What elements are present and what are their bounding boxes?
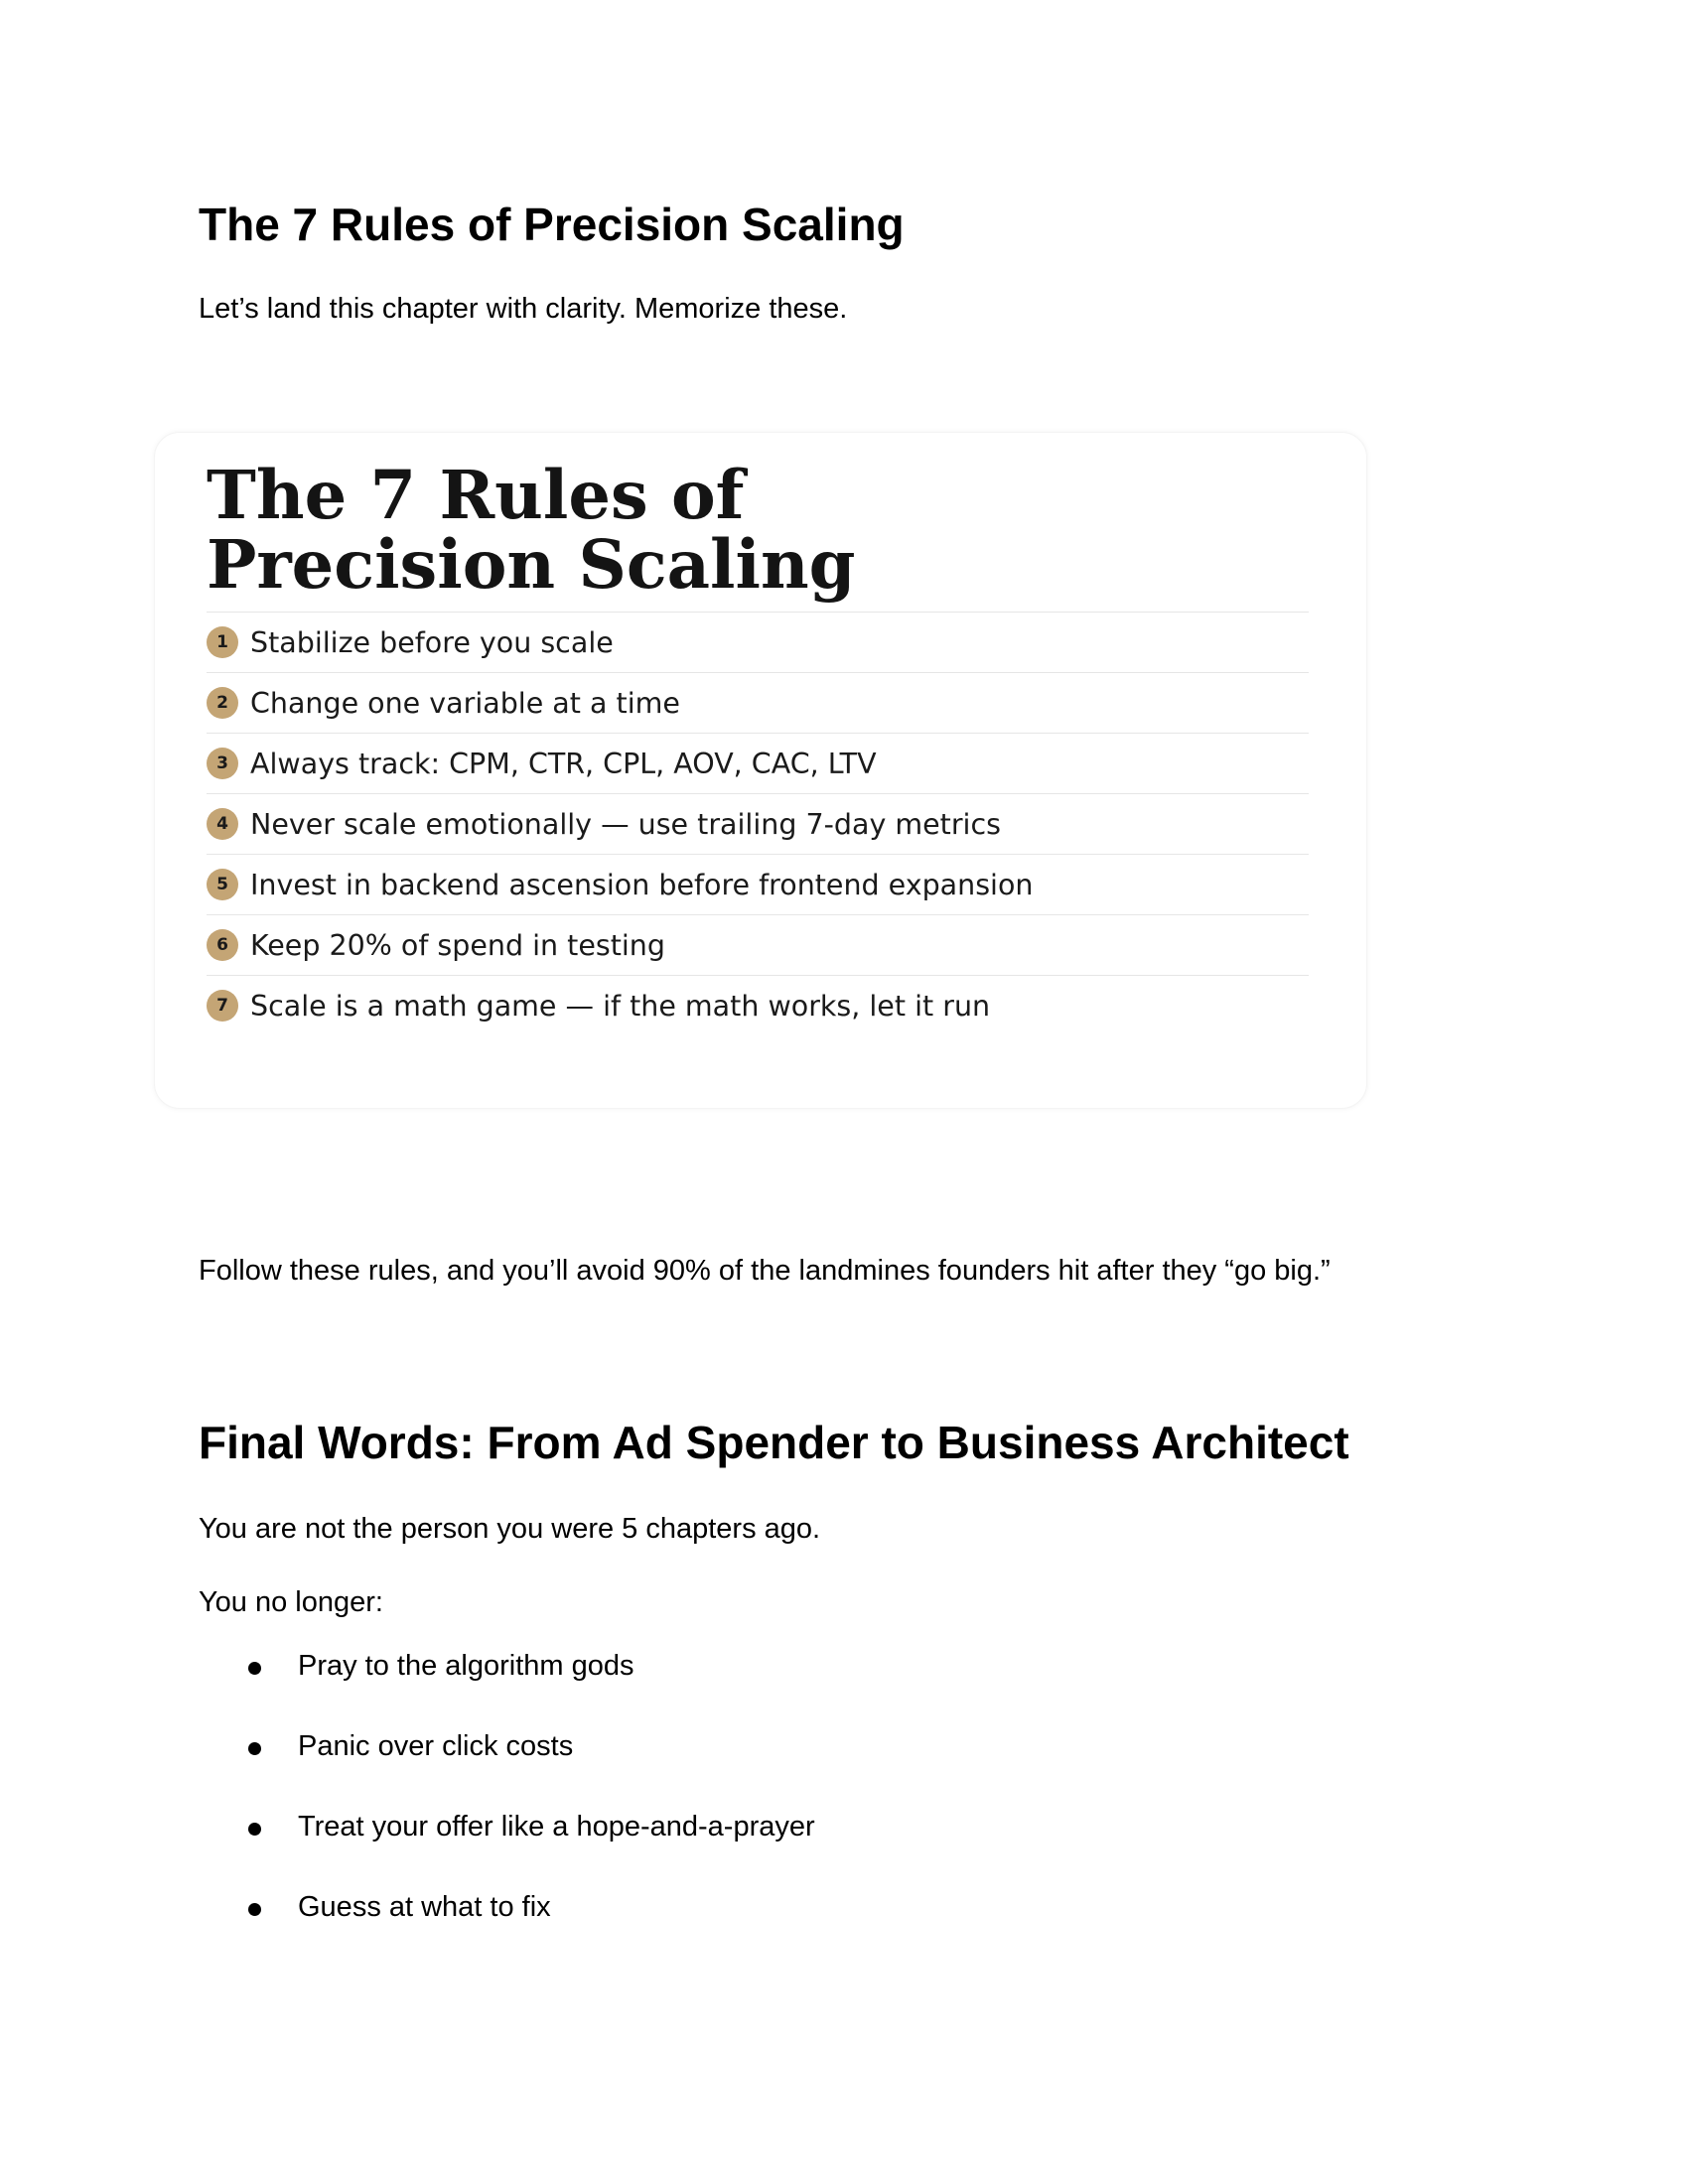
rule-number-badge: 3 <box>207 748 238 779</box>
rule-item <box>207 794 1309 855</box>
rule-text: Scale is a math game — if the math works, let it run <box>250 989 991 1023</box>
rule-text: Invest in backend ascension before frontend expansion <box>250 868 1034 901</box>
rule-number-badge: 6 <box>207 929 238 961</box>
list-item-text: Guess at what to fix <box>298 1891 551 1923</box>
intro-paragraph: Let’s land this chapter with clarity. Memorize these. <box>199 293 848 325</box>
rule-item <box>207 915 1309 976</box>
rule-item <box>207 855 1309 915</box>
rules-list <box>207 612 1309 1035</box>
paragraph-not-the-person: You are not the person you were 5 chapters ago. <box>199 1513 821 1545</box>
rule-text: Always track: CPM, CTR, CPL, AOV, CAC, LTV <box>250 747 877 780</box>
rule-item <box>207 976 1309 1035</box>
list-item-text: Treat your offer like a hope-and-a-prayer <box>298 1811 815 1843</box>
rule-number-badge: 7 <box>207 990 238 1022</box>
paragraph-no-longer: You no longer: <box>199 1586 383 1618</box>
rule-number-badge: 2 <box>207 687 238 719</box>
rule-number-badge: 1 <box>207 626 238 658</box>
bullet-icon <box>248 1742 261 1755</box>
rule-item <box>207 613 1309 673</box>
rule-item <box>207 673 1309 734</box>
infographic-title <box>207 456 1100 604</box>
bullet-icon <box>248 1823 261 1836</box>
rule-text: Never scale emotionally — use trailing 7-day metrics <box>250 807 1001 841</box>
rule-text: Keep 20% of spend in testing <box>250 928 665 962</box>
follow-paragraph: Follow these rules, and you’ll avoid 90% of the landmines founders hit after they “go big.” <box>199 1255 1331 1287</box>
rule-text: Change one variable at a time <box>250 686 680 720</box>
rules-infographic <box>154 432 1367 1109</box>
final-words-heading: Final Words: From Ad Spender to Business Architect <box>199 1417 1349 1468</box>
infographic-title-line2: Precision Scaling <box>207 525 856 604</box>
list-item-text: Pray to the algorithm gods <box>298 1650 634 1682</box>
infographic-title-line1: The 7 Rules of <box>207 456 745 534</box>
bullet-icon <box>248 1903 261 1916</box>
bullet-icon <box>248 1662 261 1675</box>
rule-item <box>207 734 1309 794</box>
rule-number-badge: 5 <box>207 869 238 900</box>
list-item-text: Panic over click costs <box>298 1730 574 1762</box>
rule-text: Stabilize before you scale <box>250 625 614 659</box>
rule-number-badge: 4 <box>207 808 238 840</box>
section-heading: The 7 Rules of Precision Scaling <box>199 199 905 250</box>
